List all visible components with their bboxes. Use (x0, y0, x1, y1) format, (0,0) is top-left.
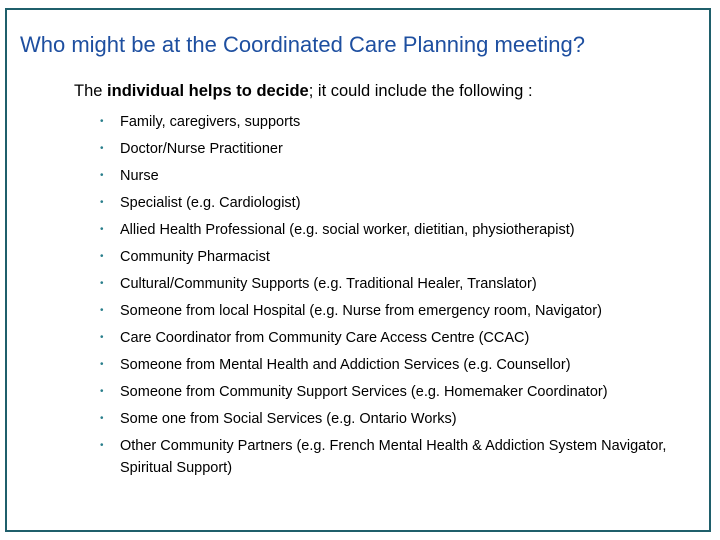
intro-bold: individual helps to decide (107, 82, 309, 100)
list-item (100, 327, 674, 349)
list-item (100, 273, 674, 295)
bullet-icon: • (100, 359, 104, 370)
list-item (100, 300, 674, 322)
bullet-icon: • (100, 170, 104, 181)
bullet-icon: • (100, 332, 104, 343)
list-item-text: Some one from Social Services (e.g. Ontario Works) (120, 411, 457, 427)
list-item (100, 354, 674, 376)
bullet-icon: • (100, 386, 104, 397)
intro-suffix: ; it could include the following : (308, 82, 533, 100)
list-item-text: Doctor/Nurse Practitioner (120, 141, 283, 157)
list-item-text: Nurse (120, 168, 159, 184)
list-item (100, 435, 674, 479)
list-item-text: Specialist (e.g. Cardiologist) (120, 195, 301, 211)
list-item-text: Community Pharmacist (120, 249, 270, 265)
bullet-icon: • (100, 224, 104, 235)
list-item (100, 219, 674, 241)
bullet-icon: • (100, 440, 104, 451)
bullet-icon: • (100, 278, 104, 289)
list-item-text: Other Community Partners (e.g. French Mental Health & Addiction System Navigator, Spiritual Support) (120, 438, 667, 476)
bullet-icon: • (100, 143, 104, 154)
list-item (100, 165, 674, 187)
list-item (100, 246, 674, 268)
bullet-icon: • (100, 116, 104, 127)
bullet-icon: • (100, 251, 104, 262)
list-item-text: Someone from local Hospital (e.g. Nurse from emergency room, Navigator) (120, 303, 602, 319)
list-item (100, 111, 674, 133)
intro-text (74, 82, 533, 101)
list-item-text: Allied Health Professional (e.g. social worker, dietitian, physiotherapist) (120, 222, 575, 238)
attendee-list (100, 111, 674, 484)
list-item (100, 381, 674, 403)
bullet-icon: • (100, 413, 104, 424)
bullet-icon: • (100, 197, 104, 208)
slide-title: Who might be at the Coordinated Care Planning meeting? (20, 32, 586, 57)
list-item-text: Someone from Community Support Services (e.g. Homemaker Coordinator) (120, 384, 608, 400)
intro-prefix: The (74, 82, 108, 100)
list-item (100, 192, 674, 214)
list-item-text: Family, caregivers, supports (120, 114, 301, 130)
list-item (100, 408, 674, 430)
list-item-text: Care Coordinator from Community Care Access Centre (CCAC) (120, 330, 530, 346)
list-item (100, 138, 674, 160)
list-item-text: Someone from Mental Health and Addiction Services (e.g. Counsellor) (120, 357, 571, 373)
list-item-text: Cultural/Community Supports (e.g. Traditional Healer, Translator) (120, 276, 537, 292)
bullet-icon: • (100, 305, 104, 316)
